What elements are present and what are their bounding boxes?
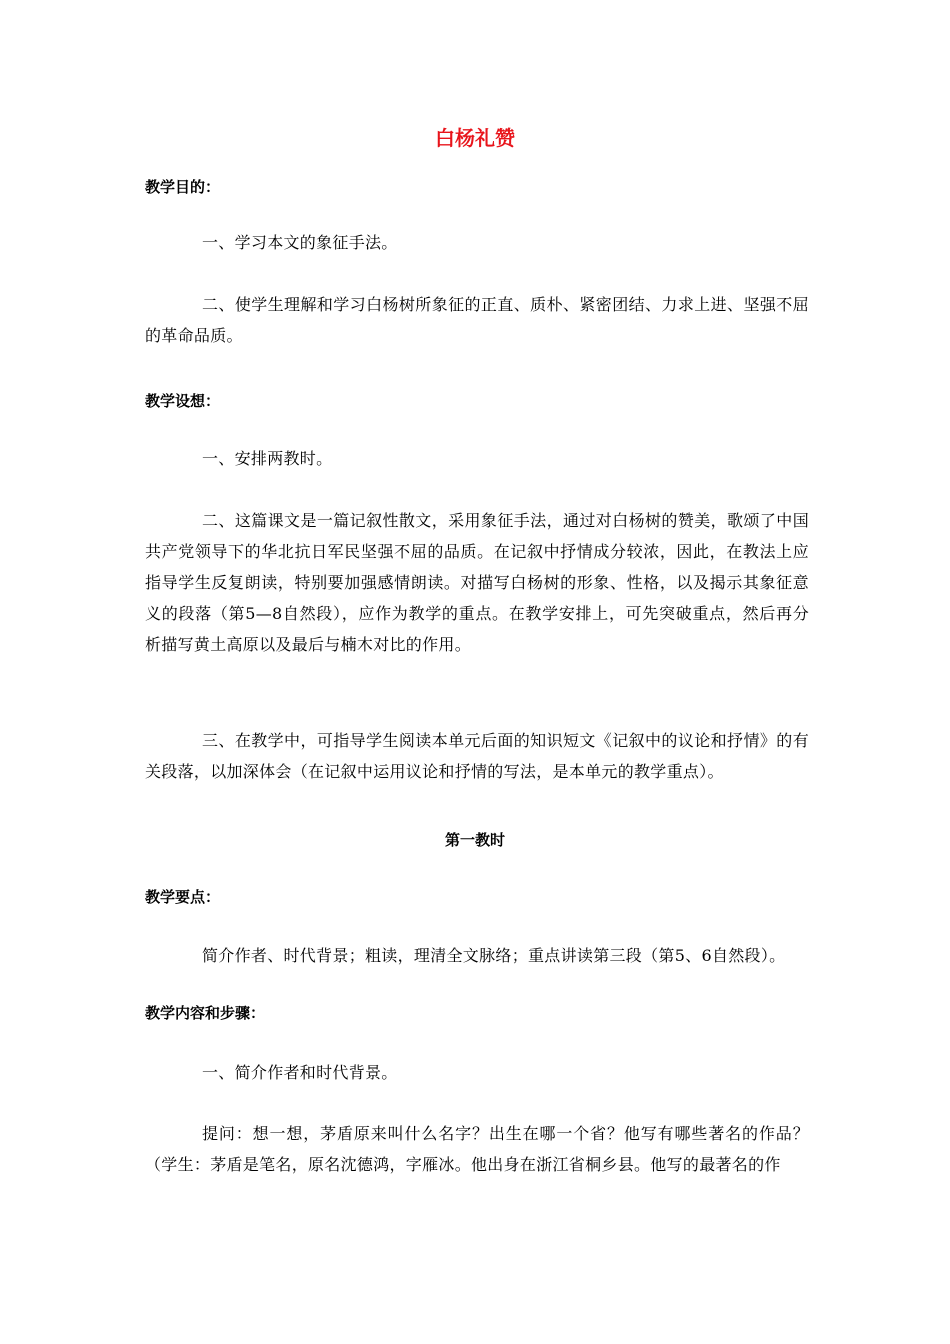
step-item-1: 一、简介作者和时代背景。 [202, 1063, 398, 1082]
design-item-1: 一、安排两教时。 [202, 449, 333, 468]
heading-steps: 教学内容和步骤： [145, 1004, 266, 1022]
step-item-2: 提问：想一想，茅盾原来叫什么名字？出生在哪一个省？他写有哪些著名的作品？（学生：茅盾是笔名，原名沈德鸿，字雁冰。他出身在浙江省桐乡县。他写的最著名的作 [145, 1124, 809, 1174]
key-points-text: 简介作者、时代背景；粗读，理清全文脉络；重点讲读第三段（第5、6自然段）。 [202, 946, 786, 965]
design-item-2: 二、这篇课文是一篇记叙性散文，采用象征手法，通过对白杨树的赞美，歌颂了中国共产党领导下的华北抗日军民坚强不屈的品质。在记叙中抒情成分较浓，因此，在教法上应指导学生反复朗读，特别要加强感情朗读。对描写白杨树的形象、性格，以及揭示其象征意义的段落（第5—8自然段），应作为教学的重点。在教学安排上，可先突破重点，然后再分析描写黄土高原以及最后与楠木对比的作用。 [145, 511, 809, 654]
design-item-3: 三、在教学中，可指导学生阅读本单元后面的知识短文《记叙中的议论和抒情》的有关段落，以加深体会（在记叙中运用议论和抒情的写法，是本单元的教学重点）。 [145, 731, 809, 781]
objective-item-2: 二、使学生理解和学习白杨树所象征的正直、质朴、紧密团结、力求上进、坚强不屈的革命品质。 [145, 295, 809, 345]
heading-design: 教学设想： [145, 392, 221, 410]
lesson-heading: 第一教时 [444, 831, 505, 849]
document-title: 白杨礼赞 [435, 126, 515, 150]
heading-objectives: 教学目的： [145, 178, 221, 196]
heading-key-points: 教学要点： [145, 888, 221, 906]
objective-item-1: 一、学习本文的象征手法。 [202, 233, 398, 252]
